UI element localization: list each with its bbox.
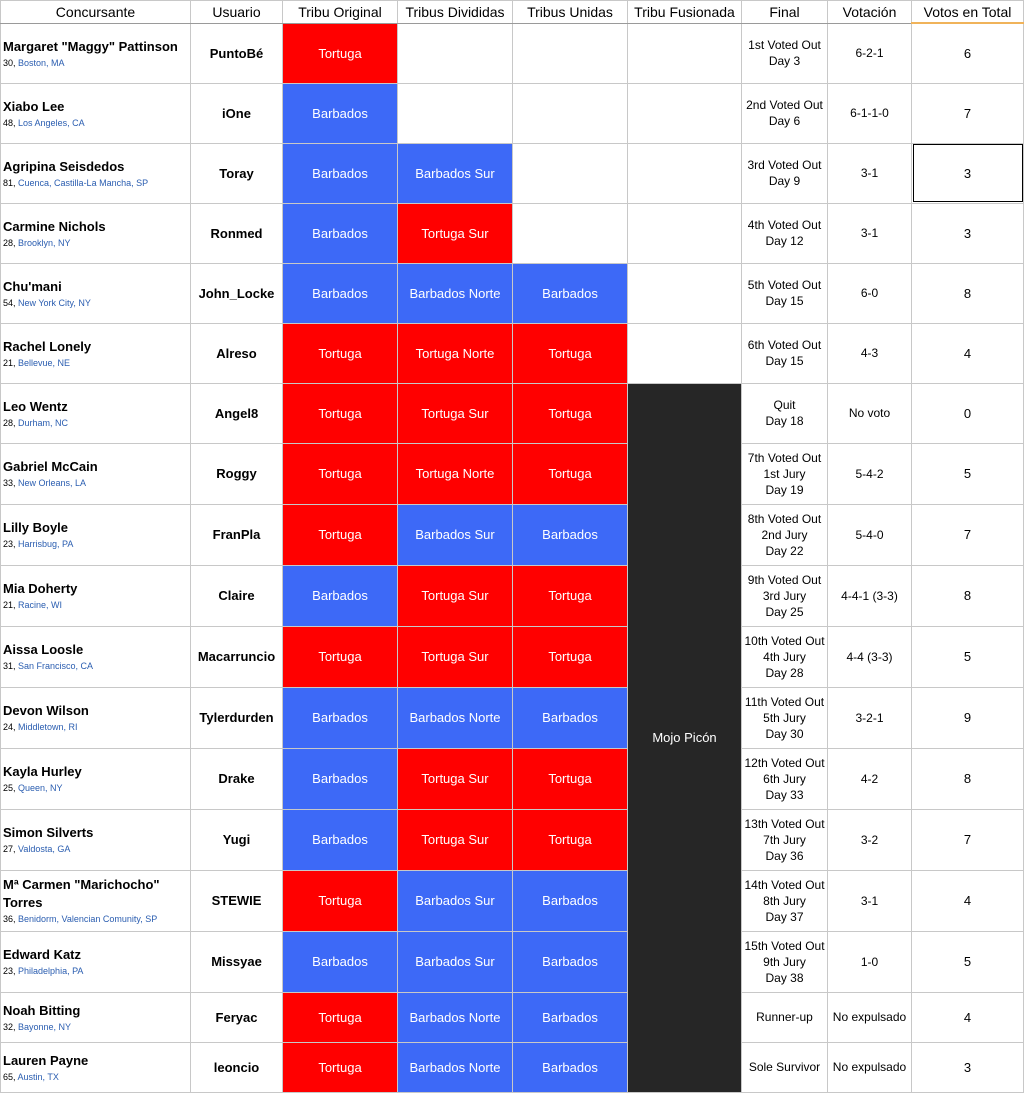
final-line: 9th Jury — [763, 954, 806, 969]
cell-united-tribe[interactable]: Tortuga — [513, 383, 628, 443]
contestant-location-link[interactable]: Harrisbug, PA — [18, 539, 74, 549]
table-row — [1, 504, 1024, 565]
cell-contestant[interactable] — [1, 870, 191, 931]
contestant-info: 23, Harrisbug, PA — [3, 539, 74, 549]
contestant-age: 24 — [3, 722, 14, 732]
cell-united-tribe[interactable] — [513, 203, 628, 263]
contestant-age: 48 — [3, 117, 14, 128]
cell-final[interactable] — [742, 323, 828, 383]
final-line: 6th Jury — [763, 771, 806, 786]
final-line: 8th Voted Out — [747, 511, 822, 526]
contestant-info: 31, San Francisco, CA — [3, 661, 94, 671]
cell-divided-tribe[interactable]: Barbados Sur — [398, 504, 513, 565]
table-row — [1, 323, 1024, 383]
cell-original-tribe[interactable]: Barbados — [283, 263, 398, 323]
contestant-name: Lauren Payne — [3, 1052, 89, 1068]
cell-user[interactable]: Feryac — [191, 992, 283, 1042]
cell-total-votes[interactable]: 4 — [912, 992, 1024, 1042]
cell-final[interactable] — [742, 143, 828, 203]
header-final[interactable]: Final — [742, 1, 828, 24]
contestant-name: Kayla Hurley — [3, 764, 82, 779]
table-row — [1, 992, 1024, 1042]
contestant-location-link[interactable]: Benidorm, Valencian Comunity, SP — [18, 914, 158, 924]
cell-divided-tribe[interactable]: Tortuga Norte — [398, 323, 513, 383]
contestant-info: 21, Bellevue, NE — [3, 357, 71, 368]
contestant-age: 25 — [3, 783, 14, 793]
contestant-info: 25, Queen, NY — [3, 783, 63, 793]
cell-user[interactable]: FranPla — [191, 504, 283, 565]
cell-final[interactable] — [742, 687, 828, 748]
final-line: 1st Voted Out — [748, 38, 821, 52]
final-line: Quit — [773, 398, 796, 412]
table-row — [1, 143, 1024, 203]
cell-contestant[interactable] — [1, 383, 191, 443]
cell-vote[interactable]: No expulsado — [828, 1042, 912, 1092]
contestant-name: Mia Doherty — [3, 581, 78, 596]
final-line: Day 12 — [765, 234, 804, 248]
cell-final[interactable] — [742, 931, 828, 992]
contestant-age: 27 — [3, 844, 14, 854]
final-line: 5th Jury — [763, 710, 806, 725]
cell-contestant[interactable] — [1, 1042, 191, 1092]
final-line: 4th Jury — [763, 649, 806, 664]
final-line: Day 3 — [768, 54, 801, 68]
final-line: Day 22 — [765, 543, 804, 558]
cell-final[interactable] — [742, 383, 828, 443]
contestant-name: Aissa Loosle — [3, 642, 84, 657]
contestant-name: Xiabo Lee — [3, 98, 65, 114]
cell-vote[interactable]: 3-1 — [828, 870, 912, 931]
cell-merged-tribe-mojo-picon[interactable]: Mojo Picón — [628, 383, 742, 1092]
cell-user[interactable]: iOne — [191, 83, 283, 143]
contestant-age: 23 — [3, 966, 14, 976]
contestant-location-link[interactable]: Bayonne, NY — [18, 1021, 72, 1032]
table-row — [1, 1042, 1024, 1092]
contestant-name: Edward Katz — [3, 947, 82, 962]
contestant-name: Margaret "Maggy" Pattinson — [3, 38, 178, 54]
final-line: Runner-up — [756, 1010, 813, 1024]
cell-vote[interactable]: 3-1 — [828, 203, 912, 263]
cell-final[interactable] — [742, 626, 828, 687]
cell-vote[interactable]: 1-0 — [828, 931, 912, 992]
final-line: Day 15 — [765, 294, 804, 308]
final-line: Day 25 — [765, 604, 804, 619]
cell-merged-tribe[interactable] — [628, 263, 742, 323]
cell-original-tribe[interactable]: Barbados — [283, 809, 398, 870]
contestant-name: Simon Silverts — [3, 825, 94, 840]
cell-total-votes[interactable]: 5 — [912, 443, 1024, 504]
final-line: Day 19 — [765, 482, 804, 497]
table-row — [1, 383, 1024, 443]
cell-user[interactable]: Macarruncio — [191, 626, 283, 687]
cell-final[interactable] — [742, 870, 828, 931]
cell-final[interactable] — [742, 748, 828, 809]
final-line: 5th Voted Out — [747, 278, 822, 292]
cell-contestant[interactable] — [1, 83, 191, 143]
cell-divided-tribe[interactable]: Barbados Norte — [398, 687, 513, 748]
cell-final[interactable] — [742, 504, 828, 565]
final-line: 14th Voted Out — [744, 877, 825, 892]
contestant-info: 36, Benidorm, Valencian Comunity, SP — [3, 914, 158, 924]
table-row — [1, 83, 1024, 143]
contestant-age: 36 — [3, 914, 14, 924]
table-row — [1, 931, 1024, 992]
cell-divided-tribe[interactable]: Barbados Norte — [398, 1042, 513, 1092]
contestant-age: 21 — [3, 600, 14, 610]
cell-contestant[interactable] — [1, 23, 191, 83]
contestant-location-link[interactable]: Los Angeles, CA — [18, 117, 85, 128]
cell-total-votes[interactable]: 0 — [912, 383, 1024, 443]
contestant-location-link[interactable]: San Francisco, CA — [18, 661, 94, 671]
cell-vote[interactable]: 4-4 (3-3) — [828, 626, 912, 687]
contestant-name: Agripina Seisdedos — [3, 158, 125, 174]
header-vote[interactable]: Votación — [828, 1, 912, 24]
final-line: 4th Voted Out — [747, 218, 822, 232]
cell-total-votes[interactable]: 7 — [912, 83, 1024, 143]
cell-contestant[interactable] — [1, 565, 191, 626]
table-row — [1, 565, 1024, 626]
cell-total-votes[interactable]: 3 — [912, 1042, 1024, 1092]
cell-total-votes[interactable]: 3 — [912, 203, 1024, 263]
cell-original-tribe[interactable]: Barbados — [283, 83, 398, 143]
table-row — [1, 23, 1024, 83]
table-row — [1, 870, 1024, 931]
cell-contestant[interactable] — [1, 263, 191, 323]
table-row — [1, 809, 1024, 870]
cell-contestant[interactable] — [1, 626, 191, 687]
cell-user[interactable]: Yugi — [191, 809, 283, 870]
cell-total-votes[interactable]: 5 — [912, 626, 1024, 687]
cell-vote[interactable]: No voto — [828, 383, 912, 443]
cell-total-votes[interactable]: 8 — [912, 263, 1024, 323]
cell-user[interactable]: leoncio — [191, 1042, 283, 1092]
contestant-age: 33 — [3, 478, 14, 488]
contestant-name: Carmine Nichols — [3, 218, 106, 234]
cell-divided-tribe[interactable]: Tortuga Sur — [398, 626, 513, 687]
final-line: 13th Voted Out — [744, 816, 825, 831]
cell-merged-tribe[interactable] — [628, 323, 742, 383]
final-line: Day 36 — [765, 848, 804, 863]
cell-original-tribe[interactable]: Barbados — [283, 748, 398, 809]
cell-united-tribe[interactable] — [513, 143, 628, 203]
final-line: 8th Jury — [763, 893, 806, 908]
cell-original-tribe[interactable]: Tortuga — [283, 870, 398, 931]
cell-original-tribe[interactable]: Tortuga — [283, 443, 398, 504]
contestant-info: 54, New York City, NY — [3, 297, 91, 308]
contestant-location-link[interactable]: Philadelphia, PA — [18, 966, 84, 976]
cell-user[interactable]: Tylerdurden — [191, 687, 283, 748]
cell-united-tribe[interactable]: Tortuga — [513, 565, 628, 626]
cell-final[interactable] — [742, 565, 828, 626]
final-line: 9th Voted Out — [747, 572, 822, 587]
contestant-age: 31 — [3, 661, 14, 671]
cell-merged-tribe[interactable] — [628, 83, 742, 143]
final-line: Day 37 — [765, 909, 804, 924]
cell-total-votes[interactable]: 8 — [912, 748, 1024, 809]
cell-user[interactable]: Drake — [191, 748, 283, 809]
contestant-location-link[interactable]: New Orleans, LA — [18, 478, 87, 488]
cell-vote[interactable]: No expulsado — [828, 992, 912, 1042]
cell-united-tribe[interactable]: Tortuga — [513, 323, 628, 383]
contestant-age: 32 — [3, 1021, 14, 1032]
cell-divided-tribe[interactable]: Tortuga Sur — [398, 203, 513, 263]
final-line: 12th Voted Out — [744, 755, 825, 770]
cell-original-tribe[interactable]: Tortuga — [283, 383, 398, 443]
cell-total-votes[interactable]: 4 — [912, 323, 1024, 383]
cell-original-tribe[interactable]: Barbados — [283, 687, 398, 748]
contestant-info: 28, Durham, NC — [3, 417, 69, 428]
cell-user[interactable]: Angel8 — [191, 383, 283, 443]
contestant-location-link[interactable]: Brooklyn, NY — [18, 237, 71, 248]
header-merged-tribe[interactable]: Tribu Fusionada — [628, 1, 742, 24]
final-line: Day 38 — [765, 970, 804, 985]
cell-original-tribe[interactable]: Tortuga — [283, 504, 398, 565]
cell-merged-tribe[interactable] — [628, 23, 742, 83]
cell-total-votes[interactable]: 8 — [912, 565, 1024, 626]
contestant-location-link[interactable]: Durham, NC — [18, 417, 69, 428]
cell-vote[interactable]: 3-2 — [828, 809, 912, 870]
header-original-tribe[interactable]: Tribu Original — [283, 1, 398, 24]
contestant-name: Chu'mani — [3, 278, 62, 294]
contestant-name: Leo Wentz — [3, 398, 68, 414]
cell-original-tribe[interactable]: Tortuga — [283, 23, 398, 83]
cell-user[interactable]: STEWIE — [191, 870, 283, 931]
contestant-info: 48, Los Angeles, CA — [3, 117, 85, 128]
cell-contestant[interactable] — [1, 504, 191, 565]
table-row — [1, 443, 1024, 504]
contestant-name: Rachel Lonely — [3, 338, 92, 354]
cell-divided-tribe[interactable]: Barbados Sur — [398, 870, 513, 931]
final-line: 15th Voted Out — [744, 938, 825, 953]
table-row — [1, 687, 1024, 748]
contestant-name: Lilly Boyle — [3, 520, 69, 535]
cell-divided-tribe[interactable]: Barbados Norte — [398, 263, 513, 323]
cell-vote[interactable]: 4-3 — [828, 323, 912, 383]
contestant-info: 32, Bayonne, NY — [3, 1021, 72, 1032]
contestant-age: 21 — [3, 357, 14, 368]
cell-united-tribe[interactable]: Barbados — [513, 1042, 628, 1092]
cell-vote[interactable]: 6-1-1-0 — [828, 83, 912, 143]
cell-original-tribe[interactable]: Tortuga — [283, 626, 398, 687]
contestant-age: 65 — [3, 1071, 14, 1082]
cell-final[interactable] — [742, 443, 828, 504]
cell-divided-tribe[interactable] — [398, 83, 513, 143]
cell-divided-tribe[interactable]: Barbados Norte — [398, 992, 513, 1042]
cell-united-tribe[interactable]: Tortuga — [513, 809, 628, 870]
contestant-location-link[interactable]: Cuenca, Castilla-La Mancha, SP — [18, 177, 149, 188]
contestant-info: 30, Boston, MA — [3, 57, 65, 68]
cell-total-votes-selected[interactable]: 3 — [912, 143, 1024, 203]
cell-original-tribe[interactable]: Barbados — [283, 565, 398, 626]
final-line: 10th Voted Out — [744, 633, 825, 648]
final-line: Day 15 — [765, 354, 804, 368]
cell-divided-tribe[interactable]: Tortuga Sur — [398, 383, 513, 443]
contestant-location-link[interactable]: Queen, NY — [18, 783, 63, 793]
final-line: Day 30 — [765, 726, 804, 741]
cell-user[interactable]: Toray — [191, 143, 283, 203]
final-line: Day 18 — [765, 414, 804, 428]
contestant-location-link[interactable]: Valdosta, GA — [18, 844, 71, 854]
table-row — [1, 263, 1024, 323]
cell-total-votes[interactable]: 7 — [912, 809, 1024, 870]
contestant-location-link[interactable]: Racine, WI — [18, 600, 63, 610]
cell-original-tribe[interactable]: Tortuga — [283, 323, 398, 383]
cell-divided-tribe[interactable]: Barbados Sur — [398, 931, 513, 992]
final-line: Day 9 — [768, 174, 801, 188]
final-line: 6th Voted Out — [747, 338, 822, 352]
cell-united-tribe[interactable]: Barbados — [513, 263, 628, 323]
contestant-age: 81 — [3, 177, 14, 188]
cell-contestant[interactable] — [1, 748, 191, 809]
contestant-name: Gabriel McCain — [3, 459, 98, 474]
cell-user[interactable]: Ronmed — [191, 203, 283, 263]
cell-original-tribe[interactable]: Barbados — [283, 203, 398, 263]
header-user[interactable]: Usuario — [191, 1, 283, 24]
contestant-location-link[interactable]: Bellevue, NE — [18, 357, 71, 368]
contestant-name: Mª Carmen "Marichocho" Torres — [3, 877, 160, 910]
cell-vote[interactable]: 3-1 — [828, 143, 912, 203]
cell-vote[interactable]: 6-0 — [828, 263, 912, 323]
cell-divided-tribe[interactable]: Barbados Sur — [398, 143, 513, 203]
header-divided-tribes[interactable]: Tribus Divididas — [398, 1, 513, 24]
cell-united-tribe[interactable]: Barbados — [513, 687, 628, 748]
contestant-info: 28, Brooklyn, NY — [3, 237, 71, 248]
cell-user[interactable]: John_Locke — [191, 263, 283, 323]
contestant-age: 23 — [3, 539, 14, 549]
cell-contestant[interactable] — [1, 203, 191, 263]
contestant-location-link[interactable]: Austin, TX — [17, 1071, 59, 1082]
header-row — [1, 1, 1024, 24]
cell-final[interactable] — [742, 992, 828, 1042]
contestant-location-link[interactable]: Boston, MA — [18, 57, 65, 68]
cell-divided-tribe[interactable]: Tortuga Sur — [398, 748, 513, 809]
cell-united-tribe[interactable]: Tortuga — [513, 748, 628, 809]
final-line: 2nd Jury — [761, 527, 808, 542]
contestant-age: 28 — [3, 417, 14, 428]
final-line: Day 33 — [765, 787, 804, 802]
cell-vote[interactable]: 6-2-1 — [828, 23, 912, 83]
cell-united-tribe[interactable]: Barbados — [513, 504, 628, 565]
cell-united-tribe[interactable]: Tortuga — [513, 443, 628, 504]
cell-final[interactable] — [742, 203, 828, 263]
cell-original-tribe[interactable]: Barbados — [283, 931, 398, 992]
cell-contestant[interactable] — [1, 809, 191, 870]
final-line: 2nd Voted Out — [746, 98, 823, 112]
header-united-tribes[interactable]: Tribus Unidas — [513, 1, 628, 24]
contestant-age: 30 — [3, 57, 14, 68]
contestant-location-link[interactable]: Middletown, RI — [18, 722, 78, 732]
contestant-info: 65, Austin, TX — [3, 1071, 59, 1082]
contestant-name: Noah Bitting — [3, 1002, 81, 1018]
cell-united-tribe[interactable] — [513, 83, 628, 143]
cell-user[interactable]: PuntoBé — [191, 23, 283, 83]
cell-united-tribe[interactable]: Barbados — [513, 870, 628, 931]
contestant-info: 33, New Orleans, LA — [3, 478, 87, 488]
cell-final[interactable] — [742, 83, 828, 143]
final-line: 7th Voted Out — [747, 450, 822, 465]
cell-united-tribe[interactable]: Barbados — [513, 992, 628, 1042]
contestant-info: 81, Cuenca, Castilla-La Mancha, SP — [3, 177, 149, 188]
cell-merged-tribe[interactable] — [628, 203, 742, 263]
cell-contestant[interactable] — [1, 992, 191, 1042]
cell-vote[interactable]: 4-4-1 (3-3) — [828, 565, 912, 626]
table-row — [1, 203, 1024, 263]
cell-final[interactable] — [742, 23, 828, 83]
cell-united-tribe[interactable]: Tortuga — [513, 626, 628, 687]
table-row — [1, 626, 1024, 687]
cell-total-votes[interactable]: 5 — [912, 931, 1024, 992]
cell-final[interactable] — [742, 1042, 828, 1092]
cell-contestant[interactable] — [1, 443, 191, 504]
table-row — [1, 748, 1024, 809]
cell-user[interactable]: Missyae — [191, 931, 283, 992]
cell-vote[interactable]: 4-2 — [828, 748, 912, 809]
cell-original-tribe[interactable]: Tortuga — [283, 1042, 398, 1092]
cell-vote[interactable]: 5-4-0 — [828, 504, 912, 565]
cell-divided-tribe[interactable] — [398, 23, 513, 83]
contestant-info: 27, Valdosta, GA — [3, 844, 71, 854]
final-line: Sole Survivor — [748, 1060, 821, 1074]
cell-final[interactable] — [742, 809, 828, 870]
cell-divided-tribe[interactable]: Tortuga Sur — [398, 565, 513, 626]
final-line: 3rd Jury — [762, 588, 807, 603]
contestant-location-link[interactable]: New York City, NY — [18, 297, 91, 308]
cell-contestant[interactable] — [1, 931, 191, 992]
cell-united-tribe[interactable] — [513, 23, 628, 83]
final-line: Day 6 — [768, 114, 801, 128]
cell-united-tribe[interactable]: Barbados — [513, 931, 628, 992]
final-line: 1st Jury — [763, 466, 806, 481]
final-line: 7th Jury — [763, 832, 806, 847]
cell-final[interactable] — [742, 263, 828, 323]
cell-total-votes[interactable]: 4 — [912, 870, 1024, 931]
contestant-info: 23, Philadelphia, PA — [3, 966, 84, 976]
cell-divided-tribe[interactable]: Tortuga Norte — [398, 443, 513, 504]
cell-total-votes[interactable]: 9 — [912, 687, 1024, 748]
cell-contestant[interactable] — [1, 143, 191, 203]
final-line: 11th Voted Out — [744, 694, 825, 709]
cell-contestant[interactable] — [1, 323, 191, 383]
cell-vote[interactable]: 5-4-2 — [828, 443, 912, 504]
cell-merged-tribe[interactable] — [628, 143, 742, 203]
contestant-age: 54 — [3, 297, 14, 308]
contestant-name: Devon Wilson — [3, 703, 89, 718]
cell-original-tribe[interactable]: Barbados — [283, 143, 398, 203]
cell-user[interactable]: Alreso — [191, 323, 283, 383]
contestant-age: 28 — [3, 237, 14, 248]
cell-original-tribe[interactable]: Tortuga — [283, 992, 398, 1042]
cell-contestant[interactable] — [1, 687, 191, 748]
cell-total-votes[interactable]: 6 — [912, 23, 1024, 83]
cell-vote[interactable]: 3-2-1 — [828, 687, 912, 748]
final-line: 3rd Voted Out — [747, 158, 822, 172]
header-total-votes[interactable]: Votos en Total — [912, 1, 1024, 24]
cell-user[interactable]: Claire — [191, 565, 283, 626]
cell-total-votes[interactable]: 7 — [912, 504, 1024, 565]
header-contestant[interactable]: Concursante — [1, 1, 191, 24]
contestant-info: 21, Racine, WI — [3, 600, 63, 610]
cell-user[interactable]: Roggy — [191, 443, 283, 504]
final-line: Day 28 — [765, 665, 804, 680]
cell-divided-tribe[interactable]: Tortuga Sur — [398, 809, 513, 870]
contestant-info: 24, Middletown, RI — [3, 722, 78, 732]
